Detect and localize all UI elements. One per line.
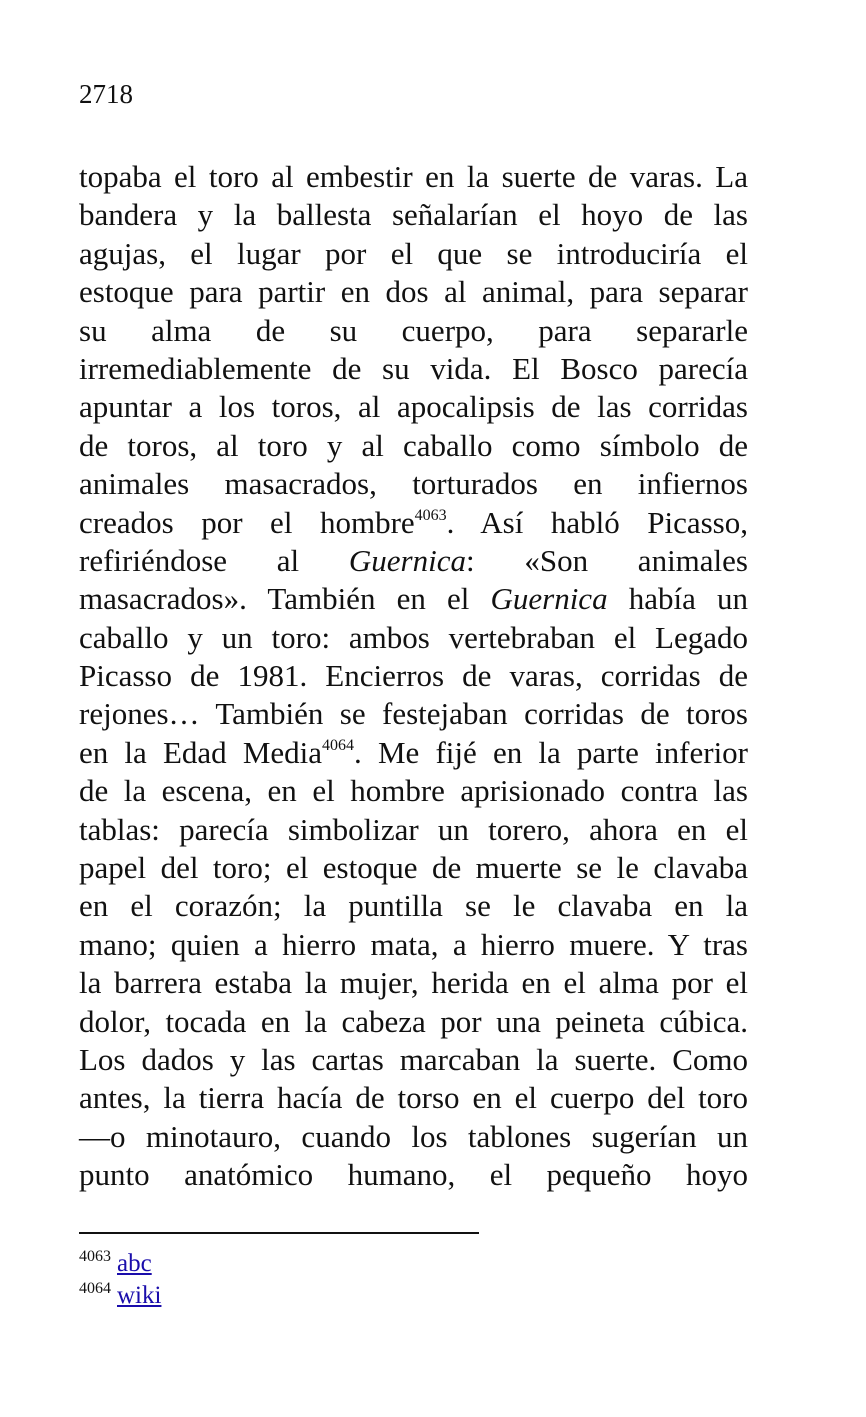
footnote-link[interactable]: wiki [117, 1282, 162, 1309]
text-segment: : «Son animales [465, 542, 748, 578]
text-line [79, 964, 748, 1002]
text-line [79, 312, 748, 350]
text-segment: . Me fijé en la parte inferior [354, 734, 748, 770]
text-segment: rejones… También se festejaban corridas de toros [79, 696, 748, 732]
text-segment: en la Edad Media [79, 734, 323, 770]
footnote [79, 1248, 161, 1280]
text-line [79, 1079, 748, 1117]
text-line [79, 849, 748, 887]
text-segment: irremediablemente de su vida. El Bosco parecía [79, 350, 748, 386]
text-segment: dolor, tocada en la cabeza por una peineta cúbica. [79, 1003, 748, 1039]
text-line [79, 388, 748, 426]
footnote-number: 4064 [79, 1280, 111, 1297]
text-line [79, 695, 748, 733]
text-segment: antes, la tierra hacía de torso en el cuerpo del toro [79, 1080, 748, 1116]
text-line [79, 580, 748, 618]
footnotes [79, 1248, 161, 1312]
italic-title: Guernica [348, 542, 466, 578]
text-segment: tablas: parecía simbolizar un torero, ahora en el [79, 811, 748, 847]
text-line [79, 158, 748, 196]
text-line [79, 350, 748, 388]
footnote-separator [79, 1232, 479, 1234]
italic-title: Guernica [490, 581, 608, 617]
text-segment: Los dados y las cartas marcaban la suerte. Como [79, 1041, 748, 1077]
footnote-reference[interactable]: 4064 [322, 736, 355, 754]
footnote [79, 1280, 161, 1312]
text-segment: apuntar a los toros, al apocalipsis de las corridas [79, 389, 748, 425]
text-line [79, 734, 748, 772]
page-number: 2718 [79, 79, 133, 109]
text-segment: caballo y un toro: ambos vertebraban el Legado [79, 619, 748, 655]
text-segment: estoque para partir en dos al animal, para separar [79, 274, 748, 310]
text-segment: agujas, el lugar por el que se introduciría el [79, 235, 748, 271]
text-line [79, 273, 748, 311]
text-segment: papel del toro; el estoque de muerte se le clavaba [79, 850, 748, 886]
text-segment: punto anatómico humano, el pequeño hoyo [79, 1157, 748, 1193]
text-line [79, 1118, 748, 1156]
footnote-number: 4063 [79, 1248, 111, 1265]
body-text [79, 158, 748, 1195]
text-segment: bandera y la ballesta señalarían el hoyo de las [79, 197, 748, 233]
text-segment: en el corazón; la puntilla se le clavaba en la [79, 888, 748, 924]
text-line [79, 926, 748, 964]
text-line [79, 811, 748, 849]
text-line [79, 887, 748, 925]
text-line [79, 542, 748, 580]
text-segment: topaba el toro al embestir en la suerte de varas. La [79, 159, 748, 194]
footnote-link[interactable]: abc [117, 1250, 152, 1277]
text-segment: —o minotauro, cuando los tablones sugerían un [79, 1118, 748, 1154]
text-segment: masacrados». También en el [79, 581, 491, 617]
text-line [79, 1003, 748, 1041]
text-segment: la barrera estaba la mujer, herida en el alma por el [79, 965, 748, 1001]
text-segment: había un [607, 581, 748, 617]
text-segment: animales masacrados, torturados en infiernos [79, 466, 748, 502]
text-line [79, 619, 748, 657]
text-line [79, 196, 748, 234]
text-segment: de toros, al toro y al caballo como símbolo de [79, 427, 748, 463]
text-segment: . Así habló Picasso, [446, 504, 748, 540]
text-line [79, 427, 748, 465]
text-line [79, 235, 748, 273]
text-segment: refiriéndose al [79, 542, 349, 578]
text-segment: de la escena, en el hombre aprisionado contra las [79, 773, 748, 809]
text-line [79, 504, 748, 542]
text-segment: su alma de su cuerpo, para separarle [79, 312, 748, 348]
footnote-reference[interactable]: 4063 [414, 506, 447, 524]
text-segment: mano; quien a hierro mata, a hierro muere. Y tras [79, 926, 748, 962]
text-line [79, 1156, 748, 1194]
text-segment: creados por el hombre [79, 504, 415, 540]
text-line [79, 772, 748, 810]
text-line [79, 657, 748, 695]
text-segment: Picasso de 1981. Encierros de varas, corridas de [79, 658, 748, 694]
text-line [79, 1041, 748, 1079]
text-line [79, 465, 748, 503]
